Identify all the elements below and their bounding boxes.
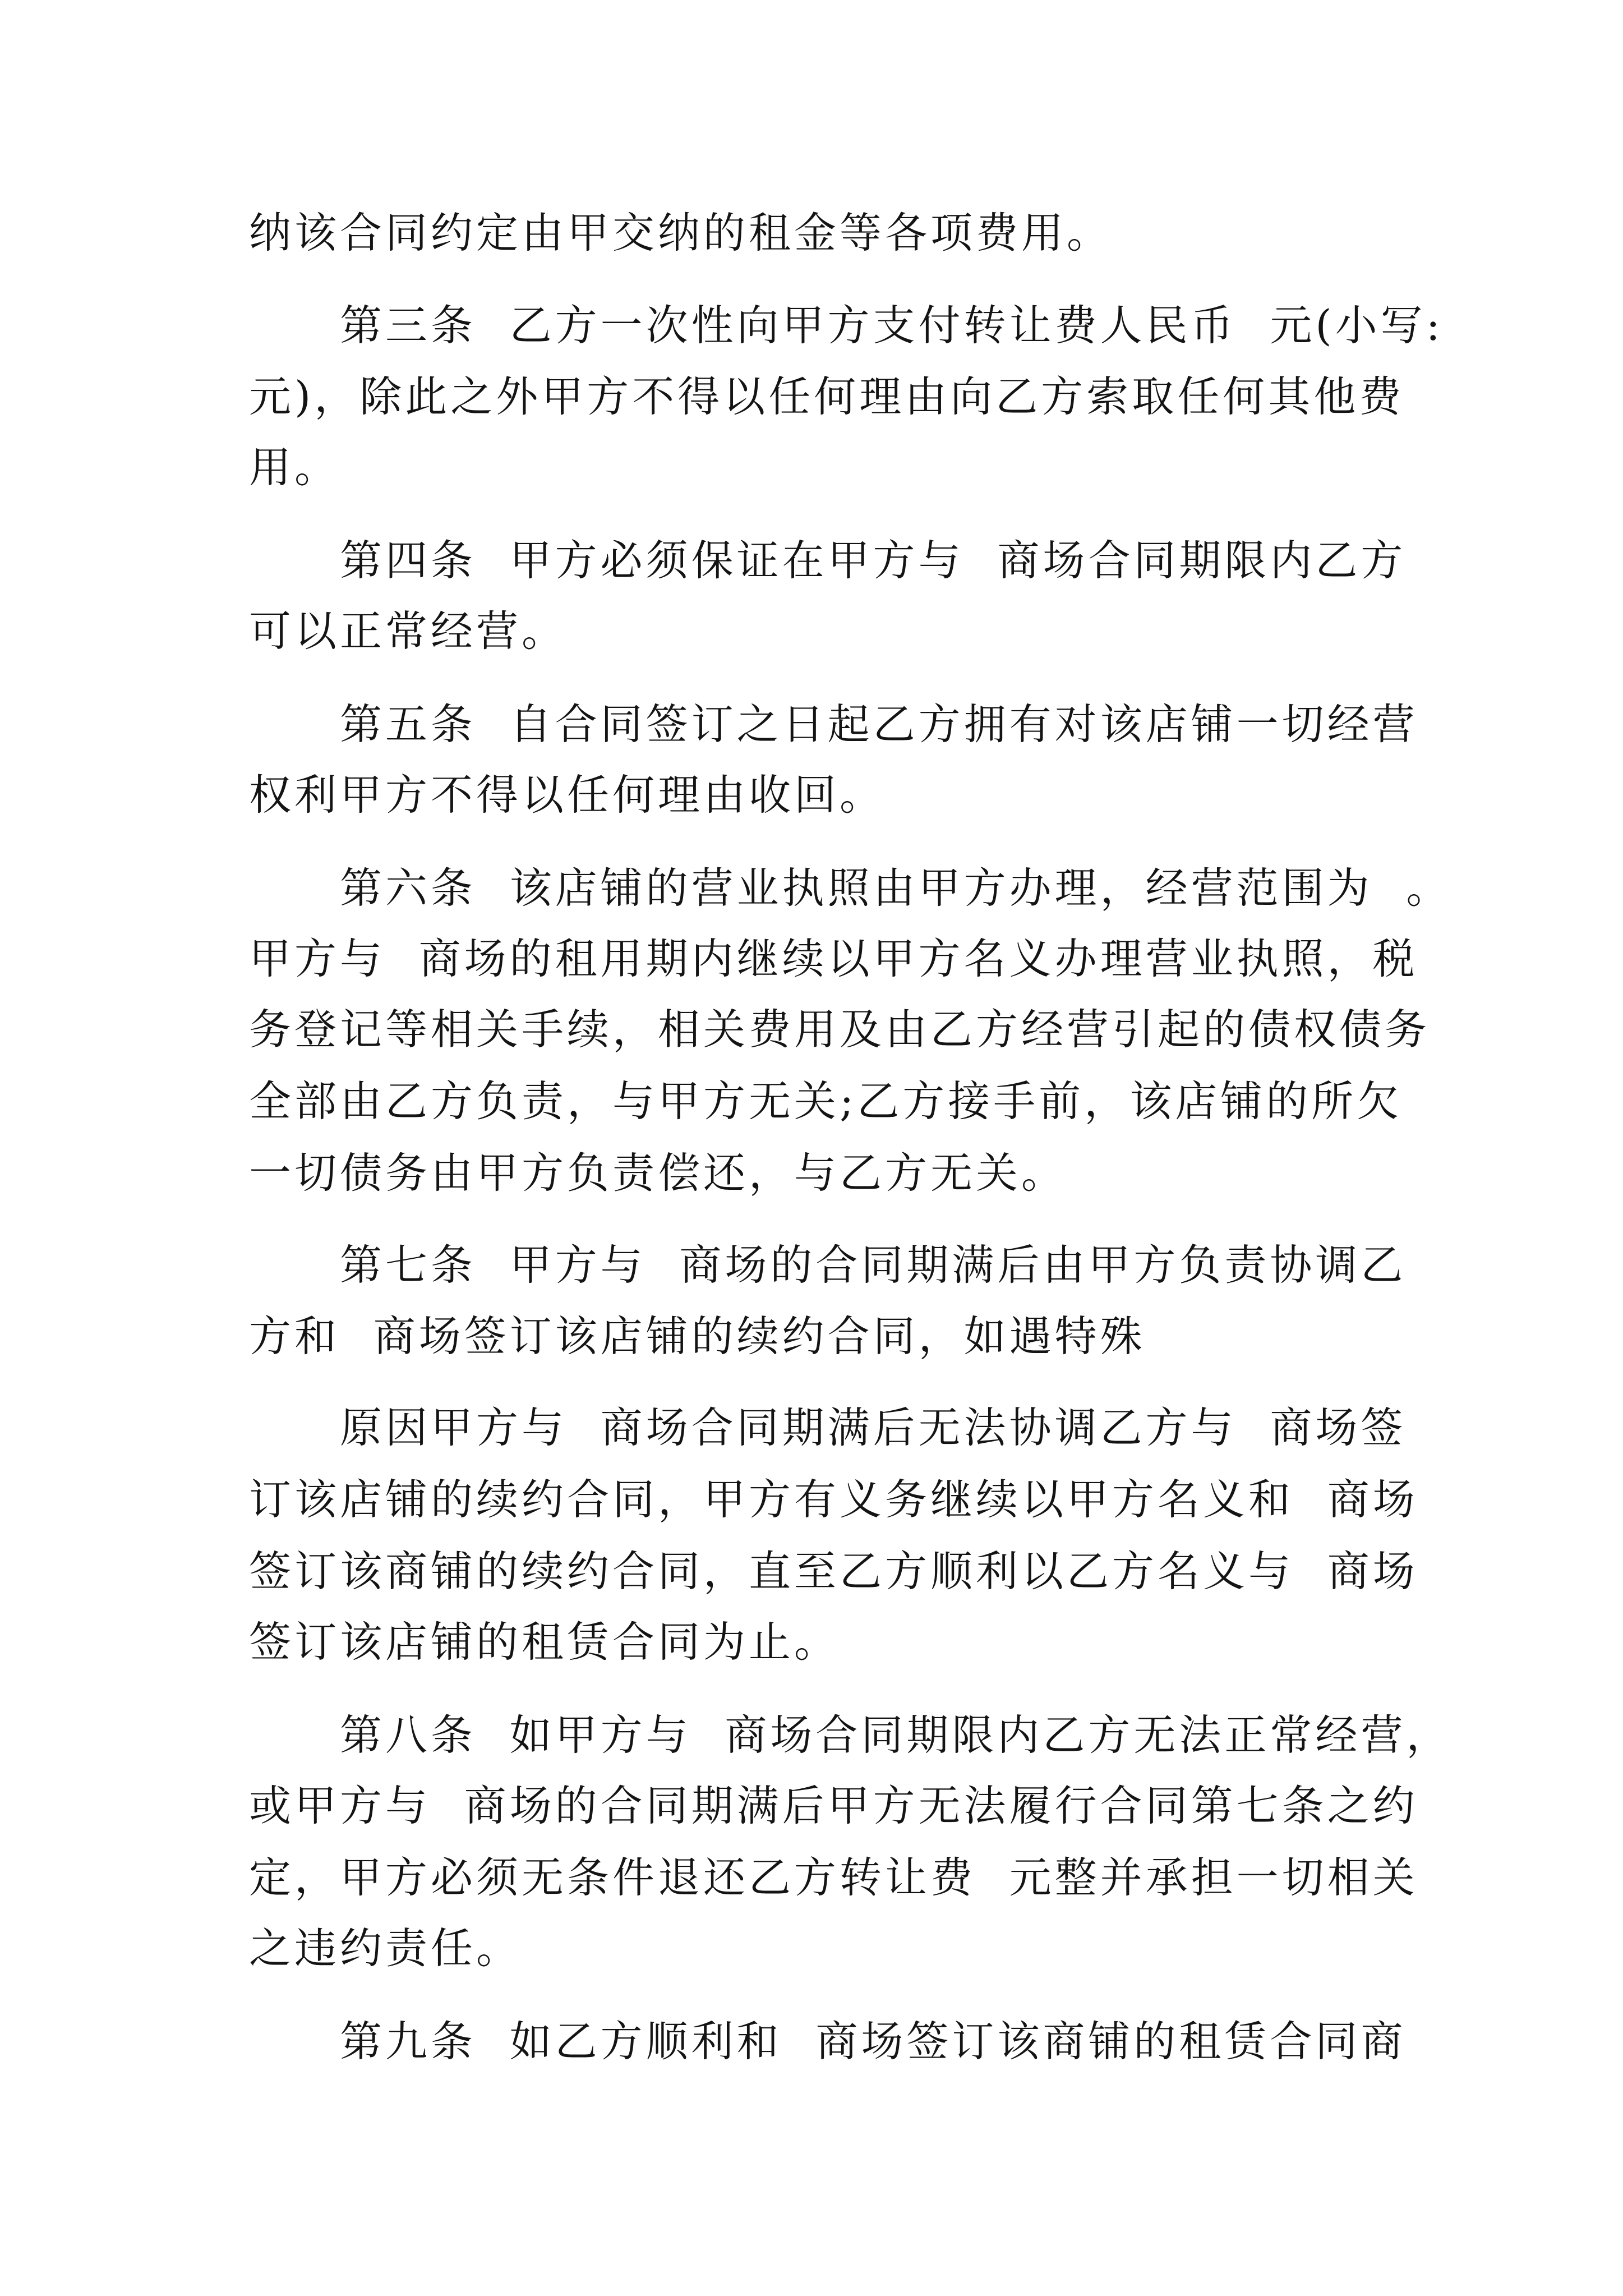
- text-line: 用。: [249, 443, 340, 492]
- text-line: 之违约责任。: [249, 1924, 522, 1973]
- text-line: 第六条 该店铺的营业执照由甲方办理，经营范围为 。: [340, 863, 1452, 913]
- text-line: 一切债务由甲方负责偿还，与乙方无关。: [249, 1148, 1067, 1198]
- text-line: 或甲方与 商场的合同期满后甲方无法履行合同第七条之约: [249, 1781, 1418, 1830]
- text-line: 权利甲方不得以任何理由收回。: [249, 770, 886, 820]
- text-line: 第七条 甲方与 商场的合同期满后由甲方负责协调乙: [340, 1240, 1407, 1290]
- text-line: 纳该合同约定由甲交纳的租金等各项费用。: [249, 208, 1113, 257]
- text-line: 全部由乙方负责，与甲方无关;乙方接手前，该店铺的所欠: [249, 1076, 1403, 1126]
- text-line: 签订该商铺的续约合同，直至乙方顺利以乙方名义与 商场: [249, 1547, 1418, 1596]
- text-line: 可以正常经营。: [249, 606, 568, 656]
- text-line: 甲方与 商场的租用期内继续以甲方名义办理营业执照，税: [249, 934, 1418, 983]
- text-line: 签订该店铺的租赁合同为止。: [249, 1617, 840, 1667]
- text-line: 订该店铺的续约合同，甲方有义务继续以甲方名义和 商场: [249, 1475, 1418, 1524]
- text-line: 第八条 如甲方与 商场合同期限内乙方无法正常经营，: [340, 1710, 1452, 1760]
- text-line: 定，甲方必须无条件退还乙方转让费 元整并承担一切相关: [249, 1853, 1418, 1902]
- text-line: 第九条 如乙方顺利和 商场签订该商铺的租赁合同商: [340, 2017, 1407, 2066]
- text-line: 原因甲方与 商场合同期满后无法协调乙方与 商场签: [340, 1403, 1407, 1452]
- text-line: 务登记等相关手续，相关费用及由乙方经营引起的债权债务: [249, 1005, 1431, 1054]
- text-line: 第三条 乙方一次性向甲方支付转让费人民币 元(小写:: [340, 301, 1444, 350]
- text-line: 第四条 甲方必须保证在甲方与 商场合同期限内乙方: [340, 536, 1407, 585]
- text-line: 第五条 自合同签订之日起乙方拥有对该店铺一切经营: [340, 700, 1418, 749]
- text-line: 元)，除此之外甲方不得以任何理由向乙方索取任何其他费: [249, 372, 1405, 421]
- text-line: 方和 商场签订该店铺的续约合同，如遇特殊: [249, 1312, 1146, 1361]
